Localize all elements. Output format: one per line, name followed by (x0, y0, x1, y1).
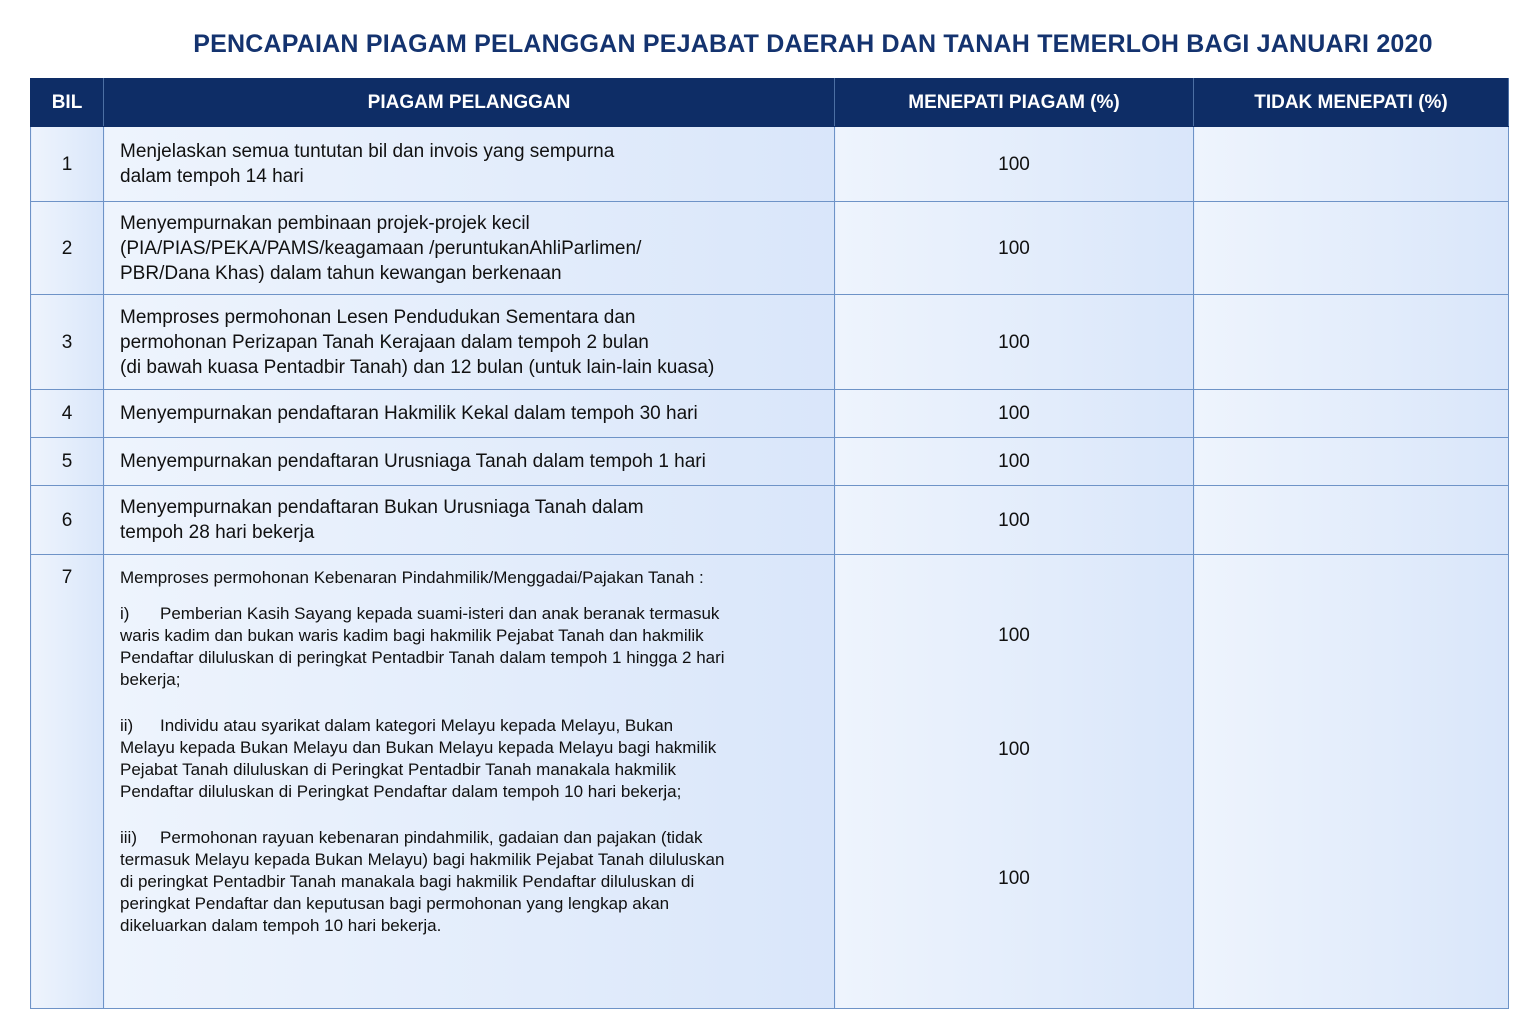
row7-item-i: i) Pemberian Kasih Sayang kepada suami-isteri dan anak beranak termasuk waris kadim dan bukan waris kadim bagi hakmilik Pejabat Tanah dan hakmilik Pendaftar diluluskan di peringkat Pentadbir Tanah dalam tempoh 1 hingga 2 hari bekerja; (120, 604, 725, 689)
row-tidak-menepati (1194, 127, 1509, 202)
charter-table (30, 78, 1509, 1009)
row7-item-ii: ii) Individu atau syarikat dalam kategori Melayu kepada Melayu, Bukan Melayu kepada Bukan Melayu dan Bukan Melayu kepada Melayu bagi hakmilik Pejabat Tanah diluluskan di Peringkat Pentadbir Tanah manakala hakmilik Pendaftar diluluskan di Peringkat Pendaftar dalam tempoh 10 hari bekerja; (120, 716, 717, 801)
table-row (31, 438, 1509, 486)
row-number: 6 (31, 486, 104, 555)
row7-item-i-menepati: 100 (998, 625, 1030, 646)
table-row (31, 295, 1509, 390)
row-tidak-menepati (1194, 555, 1509, 1009)
row-description: Menyempurnakan pendaftaran Urusniaga Tanah dalam tempoh 1 hari (104, 438, 835, 486)
header-menepati: MENEPATI PIAGAM (%) (835, 79, 1194, 127)
row-menepati: 100 (835, 438, 1194, 486)
row7-item-iii-menepati: 100 (998, 868, 1030, 889)
row7-item-ii-menepati: 100 (998, 739, 1030, 760)
row-description: Menyempurnakan pendaftaran Bukan Urusniaga Tanah dalam tempoh 28 hari bekerja (104, 486, 835, 555)
row-tidak-menepati (1194, 390, 1509, 438)
row-menepati: 100 (835, 202, 1194, 295)
row-description (104, 555, 835, 1009)
row7-item-iii: iii) Permohonan rayuan kebenaran pindahmilik, gadaian dan pajakan (tidak termasuk Melayu kepada Bukan Melayu) bagi hakmilik Pejabat Tanah diluluskan di peringkat Pentadbir Tanah manakala bagi hakmilik Pendaftar diluluskan di peringkat Pendaftar dan keputusan bagi permohonan yang lengkap akan dikeluarkan dalam tempoh 10 hari bekerja. (120, 828, 725, 935)
row-tidak-menepati (1194, 486, 1509, 555)
row-number: 2 (31, 202, 104, 295)
page-title: PENCAPAIAN PIAGAM PELANGGAN PEJABAT DAERAH DAN TANAH TEMERLOH BAGI JANUARI 2020 (193, 30, 1433, 58)
row-tidak-menepati (1194, 438, 1509, 486)
table-row (31, 202, 1509, 295)
row-description: Menyempurnakan pendaftaran Hakmilik Kekal dalam tempoh 30 hari (104, 390, 835, 438)
row-number: 4 (31, 390, 104, 438)
header-tidak-menepati: TIDAK MENEPATI (%) (1194, 79, 1509, 127)
row7-lead: Memproses permohonan Kebenaran Pindahmilik/Menggadai/Pajakan Tanah : (120, 568, 704, 587)
row-menepati: 100 (835, 295, 1194, 390)
row-menepati (835, 555, 1194, 1009)
table-row (31, 555, 1509, 1009)
row-description: Menyempurnakan pembinaan projek-projek kecil (PIA/PIAS/PEKA/PAMS/keagamaan /peruntukanAhliParlimen/ PBR/Dana Khas) dalam tahun kewangan berkenaan (104, 202, 835, 295)
table-row (31, 390, 1509, 438)
table-row (31, 127, 1509, 202)
row-menepati: 100 (835, 390, 1194, 438)
row-tidak-menepati (1194, 202, 1509, 295)
row-number: 7 (31, 555, 104, 1009)
table-row (31, 486, 1509, 555)
row-tidak-menepati (1194, 295, 1509, 390)
row-number: 3 (31, 295, 104, 390)
row-number: 5 (31, 438, 104, 486)
header-bil: BIL (31, 79, 104, 127)
row-menepati: 100 (835, 127, 1194, 202)
row-description: Memproses permohonan Lesen Pendudukan Sementara dan permohonan Perizapan Tanah Kerajaan dalam tempoh 2 bulan (di bawah kuasa Pentadbir Tanah) dan 12 bulan (untuk lain-lain kuasa) (104, 295, 835, 390)
row-menepati: 100 (835, 486, 1194, 555)
row-number: 1 (31, 127, 104, 202)
table-header-row (31, 79, 1509, 127)
header-piagam: PIAGAM PELANGGAN (104, 79, 835, 127)
row-description: Menjelaskan semua tuntutan bil dan invois yang sempurna dalam tempoh 14 hari (104, 127, 835, 202)
